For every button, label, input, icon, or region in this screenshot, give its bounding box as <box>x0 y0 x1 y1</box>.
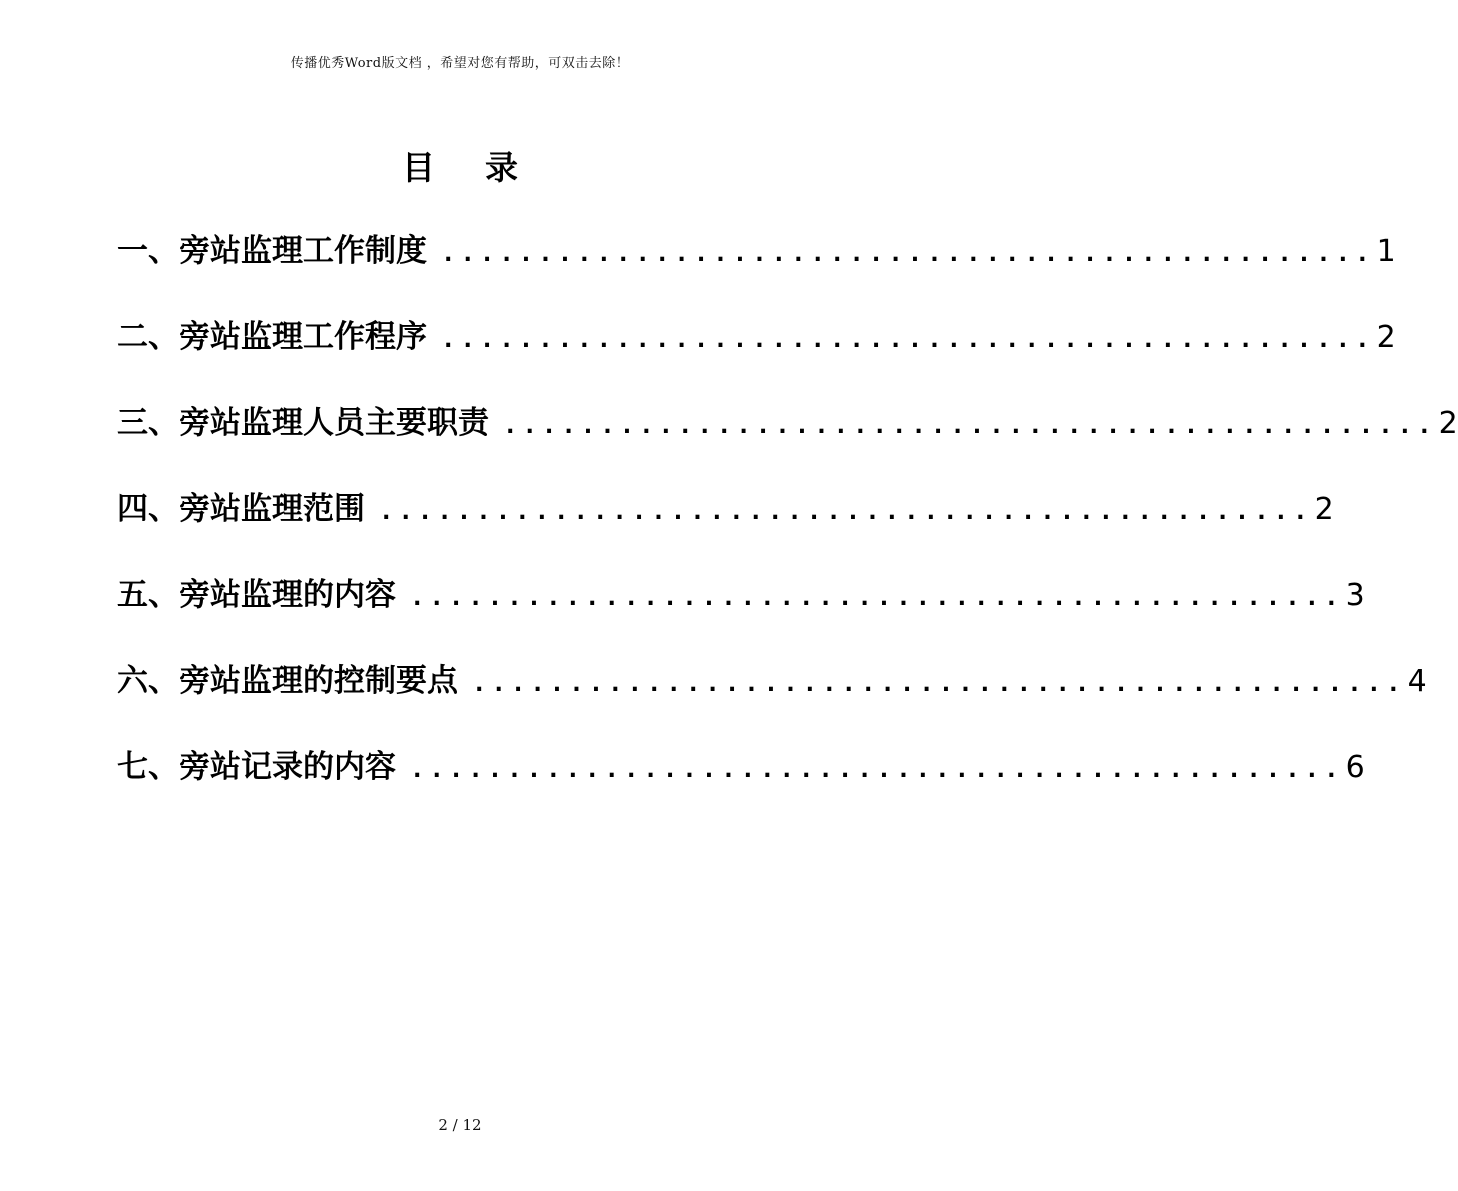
toc-entry-1[interactable] <box>117 226 1396 312</box>
toc-title <box>0 148 920 188</box>
toc-entry-label: 五、旁站监理的内容 <box>117 577 396 613</box>
toc-title-char-1: 目 <box>402 148 435 187</box>
toc-dot-leader: ................................................ <box>379 497 1313 525</box>
toc-entry-label: 七、旁站记录的内容 <box>117 749 396 785</box>
toc-dot-leader: ................................................ <box>441 239 1375 267</box>
toc-entry-5[interactable] <box>117 570 1365 656</box>
toc-page-number: 2 <box>1376 320 1396 355</box>
toc-entry-label: 四、旁站监理范围 <box>117 491 365 527</box>
toc-entry-4[interactable] <box>117 484 1334 570</box>
toc-entry-7[interactable] <box>117 742 1365 828</box>
toc-dot-leader: ................................................ <box>472 669 1406 697</box>
page-header: 传播优秀Word版文档 ，希望对您有帮助，可双击去除！ <box>290 56 630 71</box>
toc-page-number: 2 <box>1314 492 1334 527</box>
page-indicator: 2 / 12 <box>438 1116 482 1134</box>
toc-dot-leader: ................................................ <box>410 755 1344 783</box>
toc-page-number: 2 <box>1438 406 1458 441</box>
toc-page-number: 3 <box>1345 578 1365 613</box>
toc-page-number: 1 <box>1376 234 1396 269</box>
toc-dot-leader: ................................................ <box>410 583 1344 611</box>
toc-entry-label: 三、旁站监理人员主要职责 <box>117 405 489 441</box>
toc-dot-leader: ................................................ <box>441 325 1375 353</box>
toc-list <box>117 226 1458 828</box>
toc-entry-label: 二、旁站监理工作程序 <box>117 319 427 355</box>
toc-entry-label: 六、旁站监理的控制要点 <box>117 663 458 699</box>
toc-dot-leader: ................................................ <box>503 411 1437 439</box>
toc-entry-2[interactable] <box>117 312 1396 398</box>
toc-title-char-2: 录 <box>485 148 518 187</box>
toc-entry-label: 一、旁站监理工作制度 <box>117 233 427 269</box>
toc-entry-3[interactable] <box>117 398 1458 484</box>
toc-page-number: 6 <box>1345 750 1365 785</box>
toc-page-number: 4 <box>1407 664 1427 699</box>
toc-entry-6[interactable] <box>117 656 1427 742</box>
